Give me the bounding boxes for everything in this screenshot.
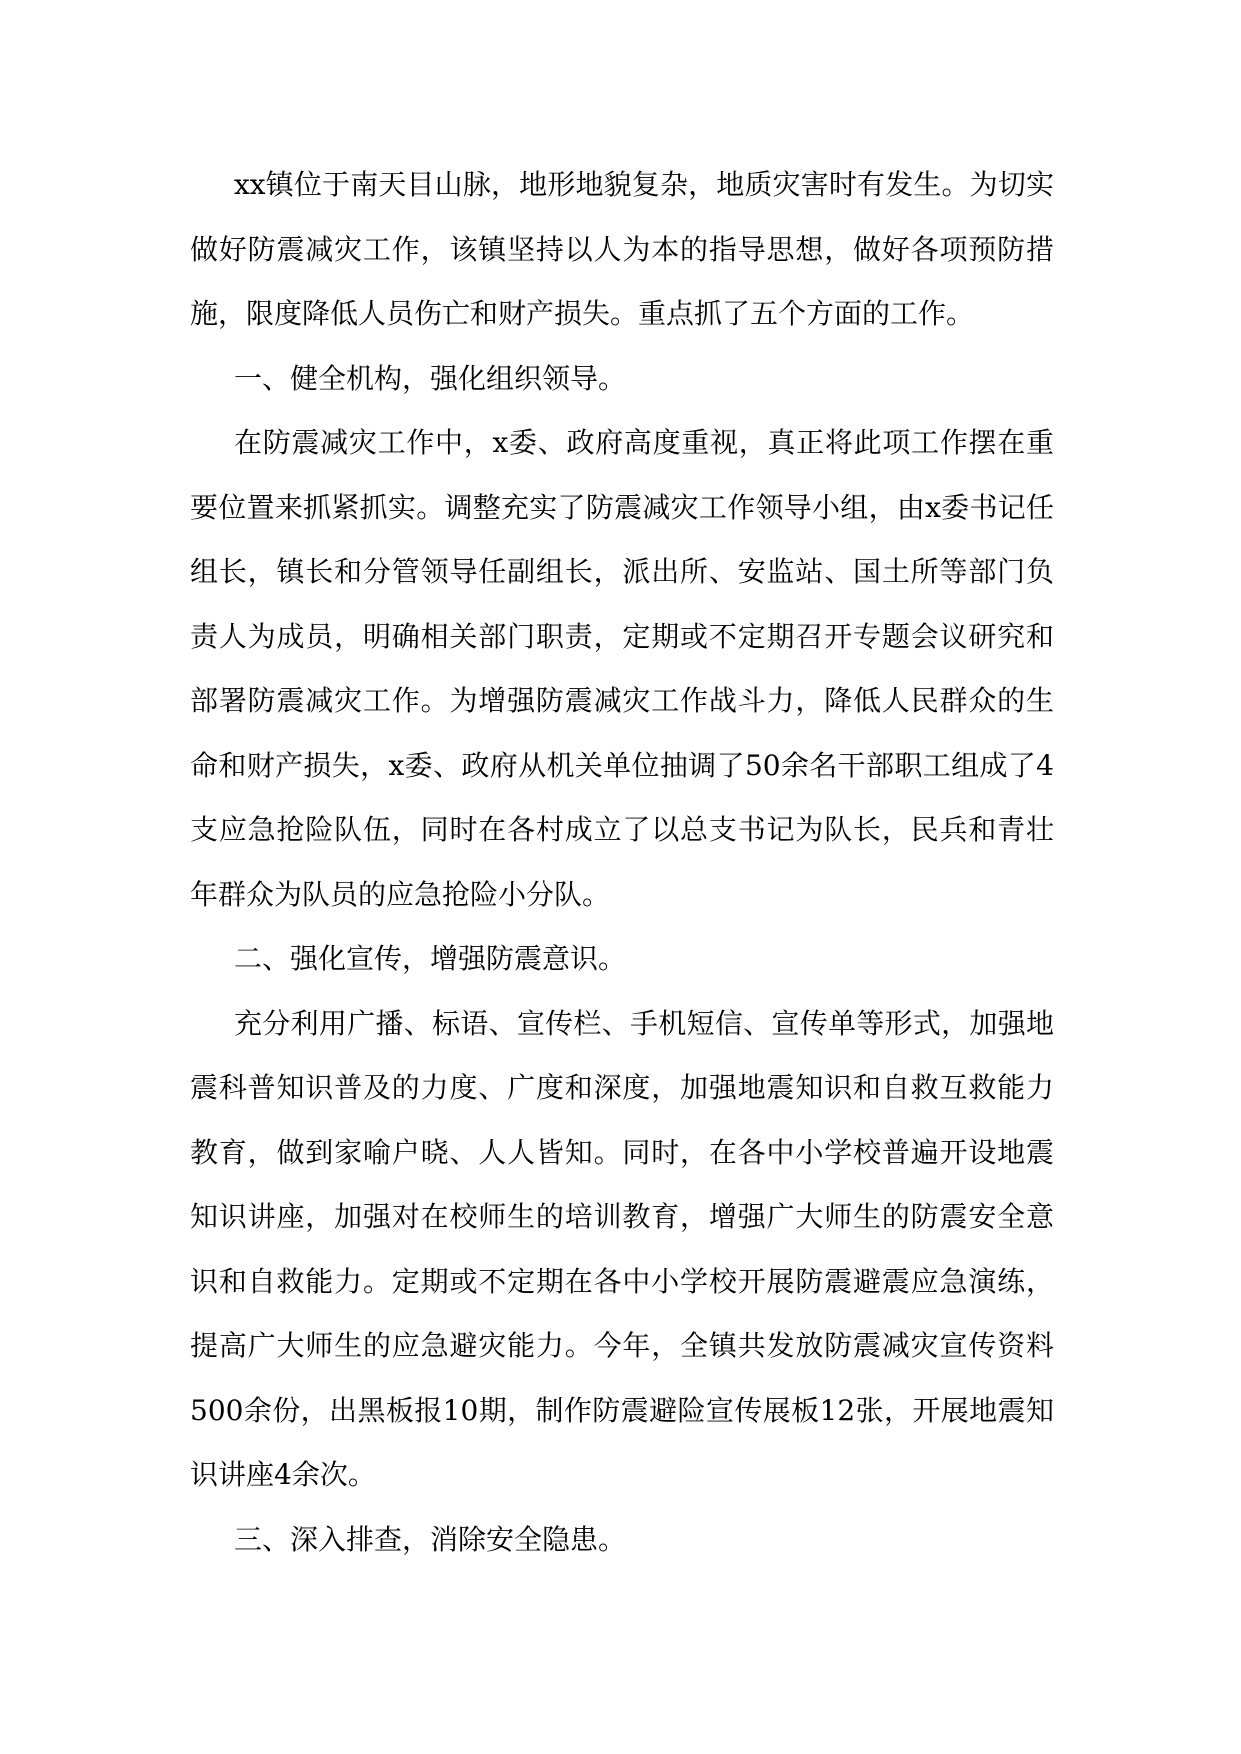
body-paragraph: 在防震减灾工作中，x委、政府高度重视，真正将此项工作摆在重要位置来抓紧抓实。调整充实了防震减灾工作领导小组，由x委书记任组长，镇长和分管领导任副组长，派出所、安监站、国土所等部门负责人为成员，明确相关部门职责，定期或不定期召开专题会议研究和部署防震减灾工作。为增强防震减灾工作战斗力，降低人民群众的生命和财产损失，x委、政府从机关单位抽调了50余名干部职工组成了4支应急抢险队伍，同时在各村成立了以总支书记为队长，民兵和青壮年群众为队员的应急抢险小分队。 (190, 426, 1054, 911)
section-heading-3: 三、深入排查，消除安全隐患。 (234, 1522, 627, 1556)
section-heading-1: 一、健全机构，强化组织领导。 (234, 361, 627, 395)
intro-paragraph: xx镇位于南天目山脉，地形地貌复杂，地质灾害时有发生。为切实做好防震减灾工作，该镇坚持以人为本的指导思想，做好各项预防措施，限度降低人员伤亡和财产损失。重点抓了五个方面的工作。 (190, 168, 1054, 330)
document-body (190, 153, 1054, 1572)
section-heading-2: 二、强化宣传，增强防震意识。 (234, 942, 627, 975)
body-paragraph: 充分利用广播、标语、宣传栏、手机短信、宣传单等形式，加强地震科普知识普及的力度、广度和深度，加强地震知识和自救互救能力教育，做到家喻户晓、人人皆知。同时，在各中小学校普遍开设地震知识讲座，加强对在校师生的培训教育，增强广大师生的防震安全意识和自救能力。定期或不定期在各中小学校开展防震避震应急演练，提高广大师生的应急避灾能力。今年，全镇共发放防震减灾宣传资料500余份，出黑板报10期，制作防震避险宣传展板12张，开展地震知识讲座4余次。 (190, 1006, 1054, 1491)
